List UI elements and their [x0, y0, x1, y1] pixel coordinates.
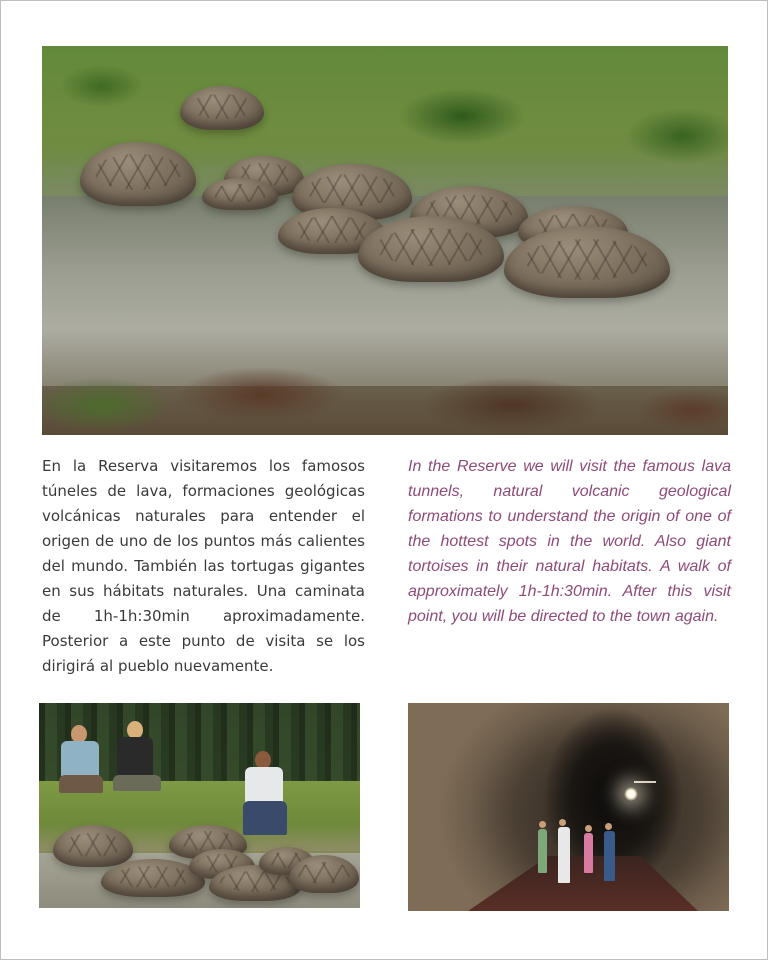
lamp-bracket [634, 781, 656, 783]
description-spanish: En la Reserva visitaremos los famosos túneles de lava, formaciones geológicas volcánicas naturales para entender el origen de uno de los puntos más calientes del mundo. También las tortugas gigantes en sus hábitats naturales. Una caminata de 1h-1h:30min aproximadamente. Posterior a este punto de visita se los dirigirá al pueblo nuevamente. [42, 457, 365, 675]
tunnel-floor [468, 856, 698, 911]
visitor-person [538, 829, 547, 873]
visitor-person [558, 827, 570, 883]
description-english: In the Reserve we will visit the famous lava tunnels, natural volcanic geological formations to understand the origin of one of the hottest spots in the world. Also giant tortoises in their natural habitats. A walk of approximately 1h-1h:30min. After this visit point, you will be directed to the town again. [408, 458, 731, 625]
tunnel-lamp [624, 787, 638, 801]
lava-rocks [42, 355, 728, 435]
photo-lava-tunnel [408, 703, 729, 911]
visitor-person [604, 831, 615, 881]
hero-photo-tortoises-pond [42, 46, 728, 435]
photo-guide-with-tortoises [39, 703, 360, 908]
tortoise-shell [202, 178, 278, 210]
visitor-person [584, 833, 593, 873]
